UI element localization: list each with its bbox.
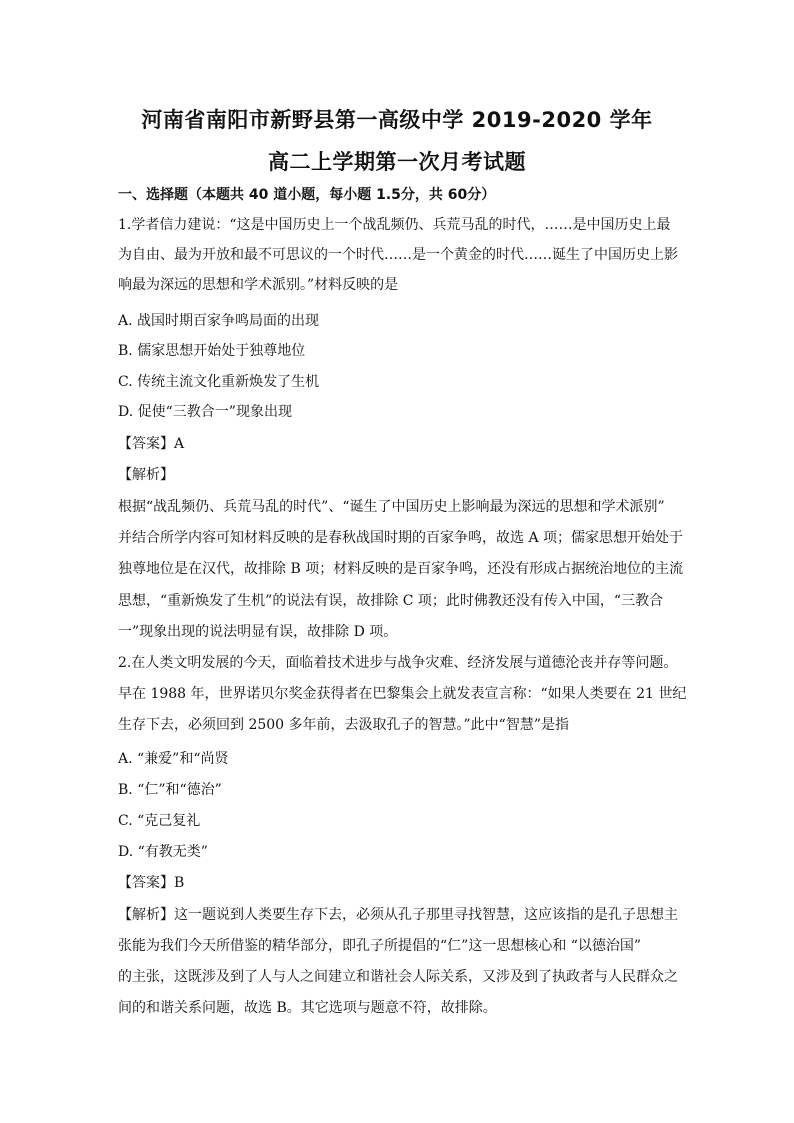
q1-analysis-label: 【解析】 xyxy=(118,467,174,483)
q2-option-d: D. “有教无类” xyxy=(118,844,208,860)
q1-option-b: B. 儒家思想开始处于独尊地位 xyxy=(118,343,306,359)
document-subtitle: 高二上学期第一次月考试题 xyxy=(268,150,526,174)
q2-answer: 【答案】B xyxy=(118,875,185,891)
q1-analysis-line-3: 独尊地位是在汉代，故排除 B 项；材料反映的是百家争鸣，还没有形成占据统治地位的主流 xyxy=(118,561,684,577)
q2-analysis-line-1: 【解析】这一题说到人类要生存下去，必须从孔子那里寻找智慧，这应该指的是孔子思想主 xyxy=(118,907,678,923)
q1-stem-line-3: 响最为深远的思想和学术派别。”材料反映的是 xyxy=(118,277,399,293)
q1-option-a: A. 战国时期百家争鸣局面的出现 xyxy=(118,313,320,329)
q1-analysis-line-4: 思想，“重新焕发了生机”的说法有误，故排除 C 项；此时佛教还没有传入中国，“三教合 xyxy=(118,593,664,609)
q2-option-b: B. “仁”和“德治” xyxy=(118,782,222,798)
q2-analysis-line-4: 间的和谐关系问题，故选 B。其它选项与题意不符，故排除。 xyxy=(118,1000,497,1016)
q1-stem-line-1: 1.学者信力建说：“这是中国历史上一个战乱频仍、兵荒马乱的时代，……是中国历史上最 xyxy=(118,217,671,233)
q2-option-a: A. “兼爱”和“尚贤 xyxy=(118,751,229,767)
q2-analysis-line-3: 的主张，这既涉及到了人与人之间建立和谐社会人际关系，又涉及到了执政者与人民群众之 xyxy=(118,969,678,985)
q1-analysis-line-2: 并结合所学内容可知材料反映的是春秋战国时期的百家争鸣，故选 A 项；儒家思想开始处于 xyxy=(118,530,684,546)
q2-stem-line-2: 早在 1988 年，世界诺贝尔奖金获得者在巴黎集会上就发表宣言称：“如果人类要在 21 世纪 xyxy=(118,686,687,702)
q2-analysis-line-2: 张能为我们今天所借鉴的精华部分，即孔子所提倡的“仁”这一思想核心和 “以德治国” xyxy=(118,938,642,954)
q1-stem-line-2: 为自由、最为开放和最不可思议的一个时代……是一个黄金的时代……诞生了中国历史上影 xyxy=(118,247,678,263)
q1-analysis-line-1: 根据“战乱频仍、兵荒马乱的时代”、“诞生了中国历史上影响最为深远的思想和学术派别” xyxy=(118,499,665,515)
q1-analysis-line-5: 一”现象出现的说法明显有误，故排除 D 项。 xyxy=(118,624,398,640)
q1-option-c: C. 传统主流文化重新焕发了生机 xyxy=(118,374,320,390)
q2-stem-line-3: 生存下去，必须回到 2500 多年前，去汲取孔子的智慧。”此中“智慧”是指 xyxy=(118,717,569,733)
q1-option-d: D. 促使“三教合一”现象出现 xyxy=(118,404,292,420)
section-heading: 一、选择题（本题共 40 道小题，每小题 1.5分，共 60分） xyxy=(118,187,496,203)
q2-option-c: C. “克己复礼 xyxy=(118,813,201,829)
q1-answer: 【答案】A xyxy=(118,436,185,452)
q2-stem-line-1: 2.在人类文明发展的今天，面临着技术进步与战争灾难、经济发展与道德沦丧并存等问题。 xyxy=(118,655,678,671)
document-title: 河南省南阳市新野县第一高级中学 2019-2020 学年 xyxy=(141,108,653,132)
